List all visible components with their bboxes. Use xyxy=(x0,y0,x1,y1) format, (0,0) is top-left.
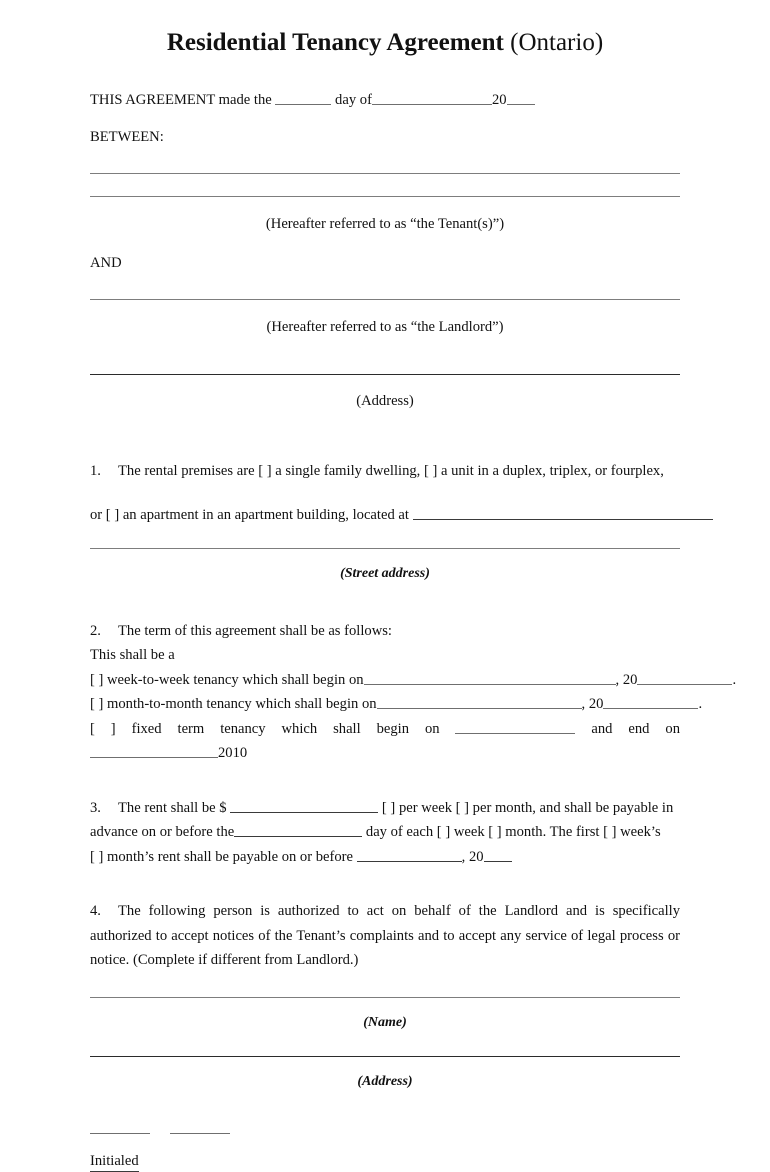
fixed-bracket-close: ] xyxy=(110,720,116,737)
page-title-jurisdiction: (Ontario) xyxy=(503,29,604,56)
street-address-caption: (Street address) xyxy=(340,565,430,581)
month-start-date-blank[interactable] xyxy=(377,694,582,709)
page-title-main: Residential Tenancy Agreement xyxy=(166,29,504,56)
week-option-period: . xyxy=(732,671,737,688)
month-start-year-blank[interactable] xyxy=(603,694,698,709)
clause-3-text-2b: day of each [ ] week [ ] month. The first [ ] week’s xyxy=(365,824,661,841)
clause-2-heading xyxy=(90,619,680,644)
clause-1-line-2 xyxy=(90,503,680,528)
clause-4-text: The following person is authorized to act on behalf of the Landlord and is specifically authorized to accept notices of the Tenant’s complaints and to accept any service of legal process or notice. (Complete if different from Landlord.) xyxy=(90,903,680,969)
month-option-text: [ ] month-to-month tenancy which shall begin on xyxy=(90,696,377,713)
clause-3-number: 3. xyxy=(90,799,101,816)
clause-3-text-2: advance on or before the xyxy=(90,824,235,841)
clause-3-text-1b: [ ] per week [ ] per month, and shall be payable in xyxy=(381,799,674,816)
month-option-period: . xyxy=(698,696,703,713)
clause-1-text-2: or [ ] an apartment in an apartment building, located at xyxy=(90,507,409,524)
clause-3-line-3 xyxy=(90,845,680,870)
clause-1-number: 1. xyxy=(90,462,101,479)
agreement-date-line xyxy=(90,88,680,113)
clause-1-text-1: The rental premises are [ ] a single family dwelling, [ ] a unit in a duplex, triplex, or fourplex, xyxy=(118,462,664,479)
street-address-line[interactable] xyxy=(90,548,680,549)
clause-2-subheading: This shall be a xyxy=(90,647,175,664)
initialed-label: Initialed xyxy=(90,1151,139,1172)
page-title xyxy=(90,0,680,58)
and-label: AND xyxy=(90,254,122,271)
clause-3-text-3: [ ] month’s rent shall be payable on or before xyxy=(90,848,354,865)
fixed-word-and: and xyxy=(591,720,613,737)
fixed-word-term: term xyxy=(177,720,205,737)
fixed-word-end: end xyxy=(628,720,650,737)
clause-1-line-1 xyxy=(90,459,680,484)
clause-2-fixed-end xyxy=(90,741,680,766)
fixed-word-shall: shall xyxy=(333,720,361,737)
initialed-label-row xyxy=(90,1141,680,1172)
initial-blank-landlord[interactable] xyxy=(170,1124,230,1134)
clause-3-text-3b: , 20 xyxy=(461,848,484,865)
week-option-year-prefix: , 20 xyxy=(615,671,638,688)
between-label: BETWEEN: xyxy=(90,128,164,145)
fixed-word-begin: begin xyxy=(376,720,410,737)
week-start-year-blank[interactable] xyxy=(637,670,732,685)
week-start-date-blank[interactable] xyxy=(364,670,616,685)
tenant-name-line-2[interactable] xyxy=(90,196,680,197)
month-blank[interactable] xyxy=(372,90,492,105)
year-blank[interactable] xyxy=(507,90,535,105)
clause-2-month-option xyxy=(90,692,703,717)
initial-blank-tenant[interactable] xyxy=(90,1124,150,1134)
fixed-end-date-blank[interactable] xyxy=(90,743,218,758)
tenant-caption: (Hereafter referred to as “the Tenant(s)”) xyxy=(265,215,505,232)
clause-4-number: 4. xyxy=(90,903,101,920)
authorized-address-line[interactable] xyxy=(90,1056,680,1057)
clause-2-fixed-option xyxy=(90,717,680,742)
landlord-caption: (Hereafter referred to as “the Landlord”) xyxy=(266,318,504,335)
fixed-word-which: which xyxy=(281,720,318,737)
landlord-address-line[interactable] xyxy=(90,374,680,375)
landlord-name-line[interactable] xyxy=(90,299,680,300)
clause-3-line-1 xyxy=(90,796,680,821)
agreement-date-dayof: day of xyxy=(335,92,372,108)
fixed-word-tenancy: tenancy xyxy=(220,720,266,737)
clause-2-week-option xyxy=(90,668,737,693)
fixed-start-date-blank[interactable] xyxy=(455,719,575,734)
day-blank[interactable] xyxy=(275,90,331,105)
clause-4-paragraph xyxy=(90,899,680,973)
first-rent-year-blank[interactable] xyxy=(484,847,512,862)
clause-2-heading-text: The term of this agreement shall be as follows: xyxy=(118,622,392,639)
clause-2-number: 2. xyxy=(90,622,101,639)
landlord-address-caption: (Address) xyxy=(356,393,414,410)
clause-3-text-1: The rent shall be $ xyxy=(118,799,227,816)
clause-3-line-2 xyxy=(90,820,680,845)
premises-address-blank[interactable] xyxy=(413,505,713,520)
week-option-text: [ ] week-to-week tenancy which shall begin on xyxy=(90,671,364,688)
first-rent-date-blank[interactable] xyxy=(357,847,462,862)
fixed-word-on: on xyxy=(424,720,440,737)
agreement-year-prefix: 20 xyxy=(491,92,507,108)
initial-lines-row xyxy=(90,1119,680,1141)
rent-amount-blank[interactable] xyxy=(230,798,378,813)
fixed-word-fixed: fixed xyxy=(131,720,162,737)
authorized-name-caption: (Name) xyxy=(363,1014,407,1030)
fixed-word-on-2: on xyxy=(665,720,680,737)
authorized-address-caption: (Address) xyxy=(357,1073,413,1089)
authorized-name-line[interactable] xyxy=(90,997,680,998)
month-option-year-prefix: , 20 xyxy=(581,696,604,713)
fixed-bracket-open: [ xyxy=(90,720,95,737)
rent-due-day-blank[interactable] xyxy=(234,822,362,837)
agreement-date-lead: THIS AGREEMENT made the xyxy=(90,92,272,108)
fixed-end-year: 2010 xyxy=(218,745,248,762)
